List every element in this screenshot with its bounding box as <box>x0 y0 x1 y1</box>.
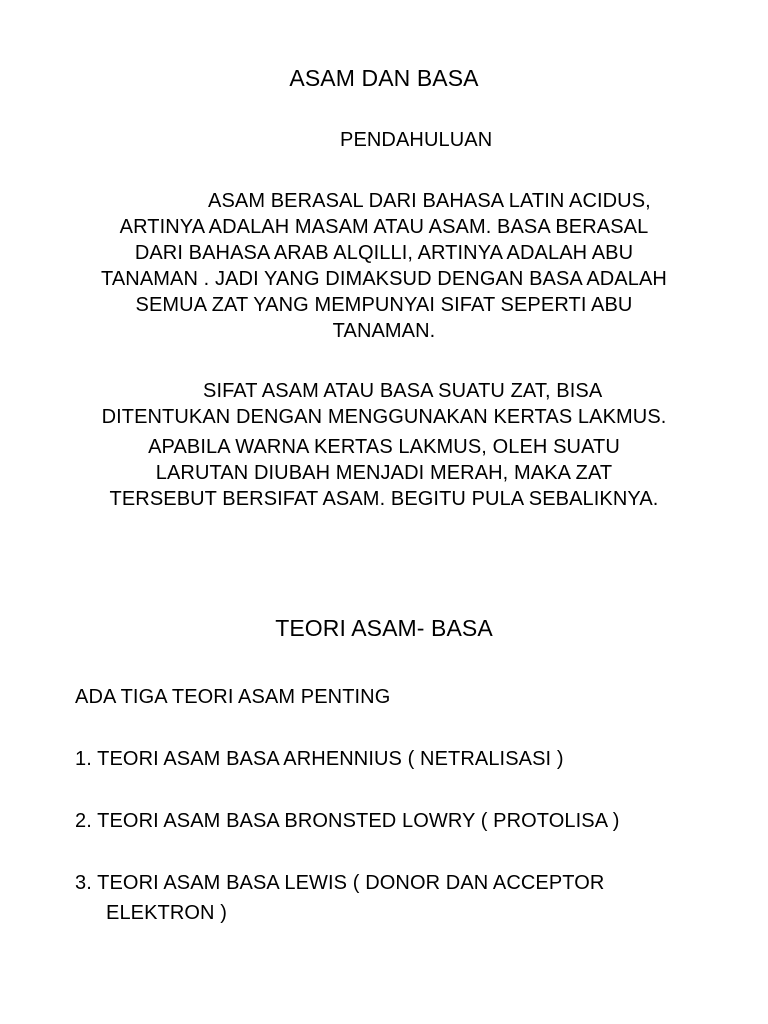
paragraph-line: ARTINYA ADALAH MASAM ATAU ASAM. BASA BERASAL <box>119 216 649 238</box>
theory-intro: ADA TIGA TEORI ASAM PENTING <box>75 686 391 708</box>
document-title: ASAM DAN BASA <box>289 65 479 91</box>
paragraph-line: TERSEBUT BERSIFAT ASAM. BEGITU PULA SEBALIKNYA. <box>109 488 659 510</box>
paragraph-line: TANAMAN . JADI YANG DIMAKSUD DENGAN BASA ADALAH <box>101 268 667 290</box>
paragraph-line: SIFAT ASAM ATAU BASA SUATU ZAT, BISA <box>203 380 603 402</box>
list-item: 2. TEORI ASAM BASA BRONSTED LOWRY ( PROTOLISA ) <box>75 810 620 832</box>
paragraph-line: DITENTUKAN DENGAN MENGGUNAKAN KERTAS LAKMUS. <box>101 406 667 428</box>
intro-heading: PENDAHULUAN <box>340 129 493 151</box>
list-item: 3. TEORI ASAM BASA LEWIS ( DONOR DAN ACCEPTOR <box>75 872 605 894</box>
paragraph-line: SEMUA ZAT YANG MEMPUNYAI SIFAT SEPERTI ABU <box>135 294 633 316</box>
list-item: 1. TEORI ASAM BASA ARHENNIUS ( NETRALISASI ) <box>75 748 564 770</box>
list-item-continuation: ELEKTRON ) <box>106 902 228 924</box>
paragraph-line: TANAMAN. <box>332 320 436 342</box>
paragraph-line: DARI BAHASA ARAB ALQILLI, ARTINYA ADALAH ABU <box>134 242 634 264</box>
paragraph-line: ASAM BERASAL DARI BAHASA LATIN ACIDUS, <box>208 190 651 212</box>
paragraph-line: APABILA WARNA KERTAS LAKMUS, OLEH SUATU <box>148 436 620 458</box>
paragraph-line: LARUTAN DIUBAH MENJADI MERAH, MAKA ZAT <box>155 462 613 484</box>
theory-heading: TEORI ASAM- BASA <box>275 615 493 641</box>
